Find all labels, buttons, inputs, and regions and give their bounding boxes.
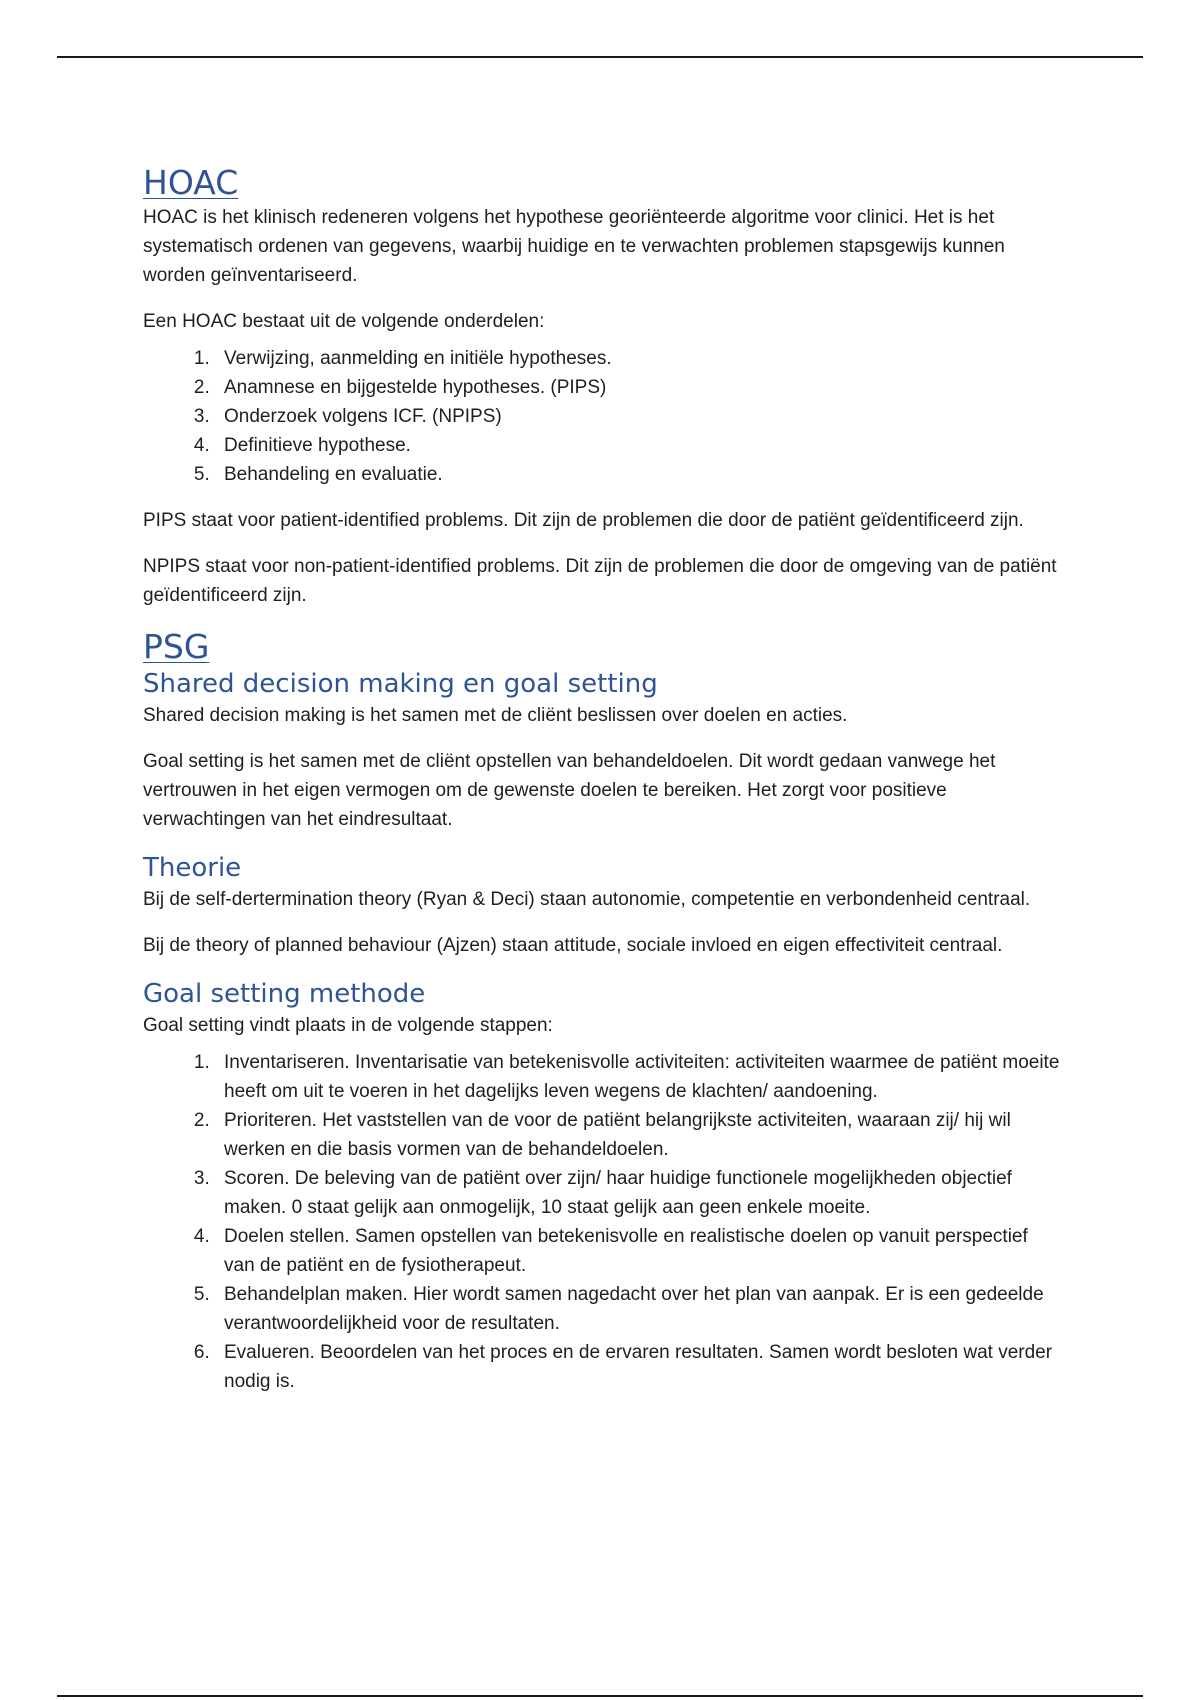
list-item: 4. Definitieve hypothese. bbox=[215, 431, 1063, 460]
list-item: 5. Behandelplan maken. Hier wordt samen nagedacht over het plan van aanpak. Er is een gedeelde verantwoordelijkheid voor de resultaten. bbox=[215, 1280, 1063, 1338]
heading-goal-setting-methode: Goal setting methode bbox=[143, 979, 426, 1009]
hoac-parts-intro: Een HOAC bestaat uit de volgende onderdelen: bbox=[143, 311, 545, 332]
sdm-paragraph-1: Shared decision making is het samen met de cliënt beslissen over doelen en acties. bbox=[143, 705, 848, 726]
list-item: 3. Scoren. De beleving van de patiënt over zijn/ haar huidige functionele mogelijkheden objectief maken. 0 staat gelijk aan onmogelijk, 10 staat gelijk aan geen enkele moeite. bbox=[215, 1164, 1063, 1222]
list-item: 5. Behandeling en evaluatie. bbox=[215, 460, 1063, 489]
hoac-parts-list bbox=[143, 344, 1063, 489]
list-item: 1. Verwijzing, aanmelding en initiële hypotheses. bbox=[215, 344, 1063, 373]
heading-hoac: HOAC bbox=[143, 163, 239, 202]
hoac-intro: HOAC is het klinisch redeneren volgens het hypothese georiënteerde algoritme voor clinici. Het is het systematisch ordenen van gegevens, waarbij huidige en te verwachten problemen stapsgewijs kunnen worden geïnventariseerd. bbox=[143, 207, 1005, 286]
sdm-paragraph-2: Goal setting is het samen met de cliënt opstellen van behandeldoelen. Dit wordt gedaan vanwege het vertrouwen in het eigen vermogen om de gewenste doelen te bereiken. Het zorgt voor positieve verwachtingen van het eindresultaat. bbox=[143, 751, 996, 830]
pips-paragraph: PIPS staat voor patient-identified problems. Dit zijn de problemen die door de patiënt geïdentificeerd zijn. bbox=[143, 510, 1024, 531]
header-rule bbox=[57, 56, 1143, 58]
footer-rule bbox=[57, 1695, 1143, 1697]
heading-shared-decision-making: Shared decision making en goal setting bbox=[143, 669, 658, 699]
heading-psg: PSG bbox=[143, 627, 210, 666]
list-item: 4. Doelen stellen. Samen opstellen van betekenisvolle en realistische doelen op vanuit perspectief van de patiënt en de fysiotherapeut. bbox=[215, 1222, 1063, 1280]
document-body bbox=[143, 163, 1063, 1413]
theorie-paragraph-1: Bij de self-dertermination theory (Ryan & Deci) staan autonomie, competentie en verbondenheid centraal. bbox=[143, 889, 1031, 910]
methode-steps-list bbox=[143, 1048, 1063, 1396]
list-item: 3. Onderzoek volgens ICF. (NPIPS) bbox=[215, 402, 1063, 431]
list-item: 6. Evalueren. Beoordelen van het proces en de ervaren resultaten. Samen wordt besloten wat verder nodig is. bbox=[215, 1338, 1063, 1396]
npips-paragraph: NPIPS staat voor non-patient-identified problems. Dit zijn de problemen die door de omgeving van de patiënt geïdentificeerd zijn. bbox=[143, 556, 1057, 606]
methode-intro: Goal setting vindt plaats in de volgende stappen: bbox=[143, 1015, 553, 1036]
theorie-paragraph-2: Bij de theory of planned behaviour (Ajzen) staan attitude, sociale invloed en eigen effectiviteit centraal. bbox=[143, 935, 1003, 956]
list-item: 2. Prioriteren. Het vaststellen van de voor de patiënt belangrijkste activiteiten, waaraan zij/ hij wil werken en die basis vormen van de behandeldoelen. bbox=[215, 1106, 1063, 1164]
list-item: 2. Anamnese en bijgestelde hypotheses. (PIPS) bbox=[215, 373, 1063, 402]
heading-theorie: Theorie bbox=[143, 853, 242, 883]
list-item: 1. Inventariseren. Inventarisatie van betekenisvolle activiteiten: activiteiten waarmee de patiënt moeite heeft om uit te voeren in het dagelijks leven wegens de klachten/ aandoening. bbox=[215, 1048, 1063, 1106]
